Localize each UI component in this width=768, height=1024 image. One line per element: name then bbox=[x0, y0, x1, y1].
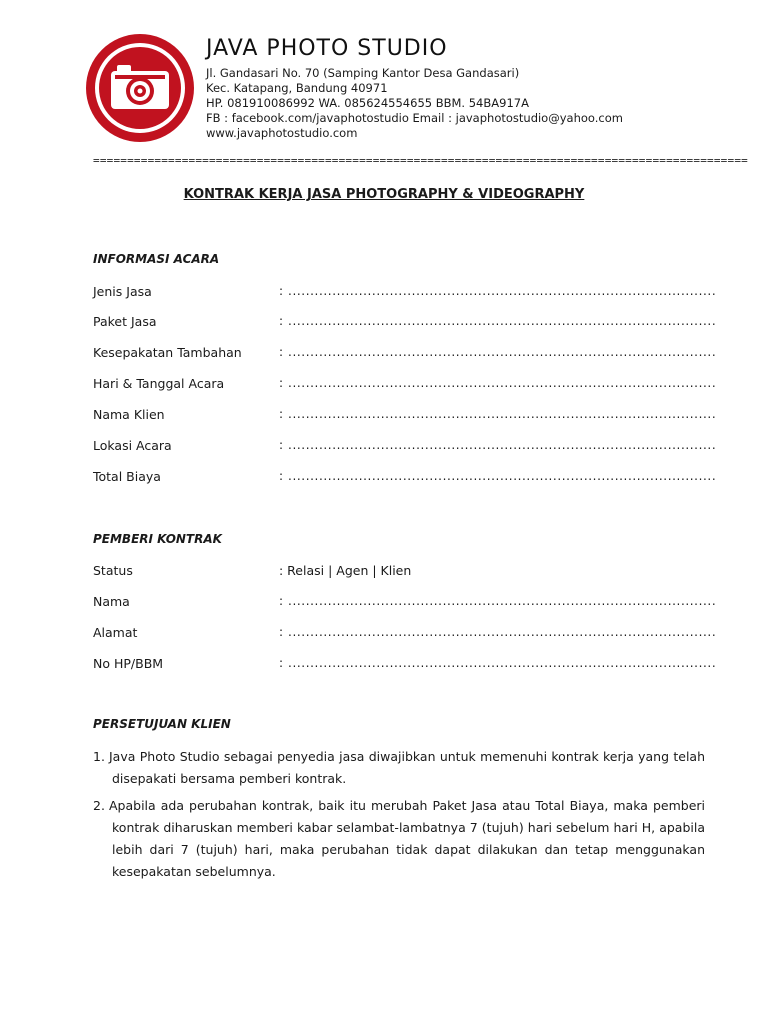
field-label: Total Biaya bbox=[93, 469, 161, 484]
field-value[interactable]: : ................................................................................................. bbox=[279, 625, 717, 639]
section-heading-persetujuan-klien: PERSETUJUAN KLIEN bbox=[93, 717, 231, 731]
website-link[interactable]: www.javaphotostudio.com bbox=[206, 126, 358, 140]
field-label: Alamat bbox=[93, 625, 138, 640]
section-heading-pemberi-kontrak: PEMBERI KONTRAK bbox=[93, 532, 222, 546]
field-value[interactable]: : ................................................................................................. bbox=[279, 469, 717, 483]
field-paket-jasa[interactable] bbox=[93, 314, 717, 332]
list-item-text: Apabila ada perubahan kontrak, baik itu merubah Paket Jasa atau Total Biaya, maka pemberi kontrak diharuskan memberi kabar selambat-lambatnya 7 (tujuh) hari sebelum hari H, apabila lebih dari 7 (tujuh) hari, maka perubahan tidak dapat dilakukan dan tetap menggunakan kesepakatan sebelumnya. bbox=[109, 798, 705, 879]
field-value[interactable]: : Relasi | Agen | Klien bbox=[279, 563, 412, 578]
list-item-text: Java Photo Studio sebagai penyedia jasa diwajibkan untuk memenuhi kontrak kerja yang telah disepakati bersama pemberi kontrak. bbox=[109, 749, 705, 786]
field-value[interactable]: : ................................................................................................. bbox=[279, 376, 717, 390]
address-line: Jl. Gandasari No. 70 (Samping Kantor Desa Gandasari) bbox=[206, 66, 520, 80]
city-line: Kec. Katapang, Bandung 40971 bbox=[206, 81, 388, 95]
document-title: KONTRAK KERJA JASA PHOTOGRAPHY & VIDEOGRAPHY bbox=[183, 187, 585, 202]
field-label: Jenis Jasa bbox=[93, 284, 152, 299]
field-label: Kesepakatan Tambahan bbox=[93, 345, 242, 360]
field-jenis-jasa[interactable] bbox=[93, 284, 717, 302]
field-label: Paket Jasa bbox=[93, 314, 157, 329]
camera-logo-icon bbox=[85, 33, 195, 143]
field-label: Lokasi Acara bbox=[93, 438, 172, 453]
field-value[interactable]: : ................................................................................................. bbox=[279, 407, 717, 421]
section-heading-informasi-acara: INFORMASI ACARA bbox=[93, 252, 220, 266]
field-lokasi-acara[interactable] bbox=[93, 438, 717, 456]
field-nama[interactable] bbox=[93, 594, 717, 612]
field-kesepakatan-tambahan[interactable] bbox=[93, 345, 717, 363]
field-label: Nama Klien bbox=[93, 407, 165, 422]
phone-line: HP. 081910086992 WA. 085624554655 BBM. 54BA917A bbox=[206, 96, 529, 110]
field-no-hp-bbm[interactable] bbox=[93, 656, 717, 674]
field-status[interactable] bbox=[93, 563, 673, 581]
field-value[interactable]: : ................................................................................................. bbox=[279, 314, 717, 328]
field-value[interactable]: : ................................................................................................. bbox=[279, 594, 717, 608]
field-value[interactable]: : ................................................................................................. bbox=[279, 284, 717, 298]
field-value[interactable]: : ................................................................................................. bbox=[279, 438, 717, 452]
social-line: FB : facebook.com/javaphotostudio Email : javaphotostudio@yahoo.com bbox=[206, 111, 623, 125]
field-label: Status bbox=[93, 563, 133, 578]
studio-name: JAVA PHOTO STUDIO bbox=[206, 36, 448, 61]
header-divider: ================================================================================================ bbox=[93, 154, 748, 167]
list-item-number: 2. bbox=[93, 798, 105, 813]
field-value[interactable]: : ................................................................................................. bbox=[279, 345, 717, 359]
list-item bbox=[93, 795, 705, 883]
list-item bbox=[93, 746, 705, 790]
field-label: Nama bbox=[93, 594, 130, 609]
list-item-number: 1. bbox=[93, 749, 105, 764]
field-label: No HP/BBM bbox=[93, 656, 164, 671]
field-hari-tanggal-acara[interactable] bbox=[93, 376, 717, 394]
contact-block bbox=[206, 66, 623, 141]
field-alamat[interactable] bbox=[93, 625, 717, 643]
field-nama-klien[interactable] bbox=[93, 407, 717, 425]
field-total-biaya[interactable] bbox=[93, 469, 717, 487]
field-label: Hari & Tanggal Acara bbox=[93, 376, 225, 391]
field-value[interactable]: : ................................................................................................. bbox=[279, 656, 717, 670]
